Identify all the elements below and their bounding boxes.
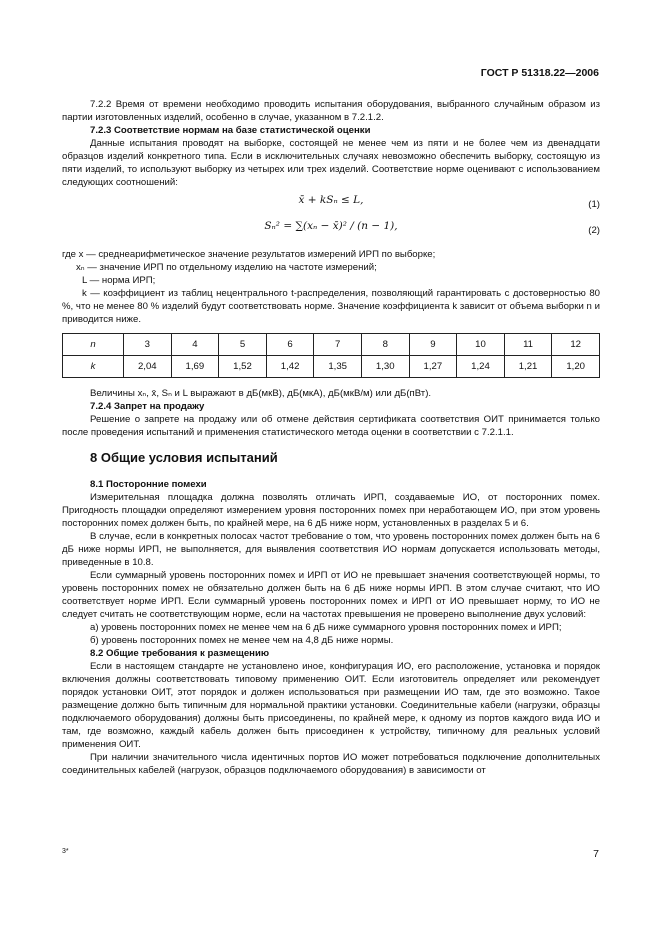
paragraph-8-1-c: Если суммарный уровень посторонних помех и ИРП от ИО не превышает значения соответствующей нормы, то уровень посторонних помех не обязательно должен быть на 6 дБ ниже нормы ИРП. В этом случае считают, что ИО соответствует норме ИРП. Если суммарный уровень посторонних помех и ИРП от ИО превышает норму, то ИО не следует считать не соответствующим норме, если на частотах превышения не проверено выполнение двух условий: bbox=[62, 570, 600, 620]
table-cell-k: 1,52 bbox=[219, 356, 267, 378]
paragraph-8-1-b: В случае, если в конкретных полосах частот требование о том, что уровень посторонних помех должен быть на 6 дБ ниже нормы ИРП, не выполняется, для выявления соответствия ИО нормам допускается использовать методы, приведенные в 10.8. bbox=[62, 531, 600, 568]
definitions-list bbox=[62, 248, 600, 326]
footer-signature-mark: 3* bbox=[62, 848, 69, 855]
table-cell-k: 1,24 bbox=[457, 356, 505, 378]
standard-header: ГОСТ Р 51318.22—2006 bbox=[480, 67, 599, 79]
page-content bbox=[62, 98, 600, 777]
table-label-k: k bbox=[63, 356, 124, 378]
table-cell-k: 1,35 bbox=[314, 356, 362, 378]
paragraph-7-2-2: 7.2.2 Время от времени необходимо проводить испытания оборудования, выбранного случайным образом из партии изготовленных изделий, особенно в случае, указанном в 7.2.1.2. bbox=[62, 99, 600, 123]
formula-2-number: (2) bbox=[588, 225, 600, 236]
table-cell-n: 9 bbox=[409, 334, 457, 356]
table-cell-k: 1,30 bbox=[361, 356, 409, 378]
table-cell-n: 10 bbox=[457, 334, 505, 356]
heading-8-2: 8.2 Общие требования к размещению bbox=[90, 648, 270, 659]
table-row-k bbox=[63, 356, 600, 378]
table-cell-k: 1,42 bbox=[266, 356, 314, 378]
definition-k: k — коэффициент из таблиц нецентрального t-распределения, позволяющий гарантировать с достоверностью 80 %, что не менее 80 % изделий будут соответствовать норме. Значение коэффициента k зависит от объема выборки n и приводится ниже. bbox=[62, 288, 600, 325]
paragraph-units: Величины xₙ, x̄, Sₙ и L выражают в дБ(мкВ), дБ(мкА), дБ(мкВ/м) или дБ(пВт). bbox=[90, 388, 432, 399]
paragraph-8-2-a: Если в настоящем стандарте не установлено иное, конфигурация ИО, его расположение, установка и порядок включения должны соответствовать типовому применению ОИТ. Если изготовитель определяет или рекомендует порядок установки ОИТ, этот порядок и должен использоваться при размещении ИО там, где это возможно. Такое размещение должно быть типичным для нормальной практики установки. Соединительные кабели (нагрузки, образцы подключаемого оборудования) должны быть присоединены, по крайней мере, к одному из портов каждого вида ИО и там, где возможно, каждый кабель должен быть присоединен к устройству, типичному для реальных условий применения ОИТ. bbox=[62, 661, 600, 750]
heading-7-2-4: 7.2.4 Запрет на продажу bbox=[90, 401, 205, 412]
table-cell-n: 5 bbox=[219, 334, 267, 356]
formula-1-number: (1) bbox=[588, 199, 600, 210]
formula-1-expression: x̄ + kSₙ ≤ L, bbox=[298, 194, 364, 206]
formula-2-expression: Sₙ² = ∑(xₙ − x̄)² / (n − 1), bbox=[264, 220, 398, 232]
definition-xn: xₙ — значение ИРП по отдельному изделию на частоте измерений; bbox=[76, 262, 377, 273]
paragraph-8-1-a: Измерительная площадка должна позволять отличать ИРП, создаваемые ИО, от посторонних помех. Пригодность площадки определяют измерением уровня посторонних помех при неработающем ИО, при этом уровень посторонних помех должен быть, по крайней мере, на 6 дБ ниже норм, установленных в разделах 5 и 6. bbox=[62, 492, 600, 529]
paragraph-7-2-3: Данные испытания проводят на выборке, состоящей не менее чем из пяти и не более чем из двенадцати образцов изделий конкретного типа. Если в исключительных случаях невозможно обеспечить выборку, состоящую из пяти изделий, то используют выборку из четырех или трех изделий. Соответствие норме оценивают с использованием следующих соотношений: bbox=[62, 138, 600, 188]
table-cell-k: 1,21 bbox=[504, 356, 552, 378]
table-cell-k: 1,27 bbox=[409, 356, 457, 378]
k-coefficient-table bbox=[62, 333, 600, 378]
table-cell-n: 8 bbox=[361, 334, 409, 356]
heading-7-2-3: 7.2.3 Соответствие нормам на базе статистической оценки bbox=[90, 125, 371, 136]
paragraph-8-1-item-b: б) уровень посторонних помех не менее чем на 4,8 дБ ниже нормы. bbox=[90, 635, 394, 646]
paragraph-8-1-item-a: а) уровень посторонних помех не менее чем на 6 дБ ниже суммарного уровня посторонних помех и ИРП; bbox=[90, 622, 562, 633]
formula-2 bbox=[62, 220, 600, 242]
table-cell-k: 1,20 bbox=[552, 356, 600, 378]
table-cell-n: 11 bbox=[504, 334, 552, 356]
table-cell-k: 1,69 bbox=[171, 356, 219, 378]
table-cell-n: 6 bbox=[266, 334, 314, 356]
heading-8-1: 8.1 Посторонние помехи bbox=[90, 479, 207, 490]
formula-1 bbox=[62, 194, 600, 216]
table-cell-n: 4 bbox=[171, 334, 219, 356]
definition-x: где x — среднеарифметическое значение результатов измерений ИРП по выборке; bbox=[62, 249, 436, 260]
page-number: 7 bbox=[593, 848, 599, 860]
definition-L: L — норма ИРП; bbox=[82, 275, 156, 286]
table-cell-n: 7 bbox=[314, 334, 362, 356]
table-cell-k: 2,04 bbox=[124, 356, 172, 378]
paragraph-8-2-b: При наличии значительного числа идентичных портов ИО может потребоваться подключение дополнительных соединительных кабелей (нагрузок, образцов подключаемого оборудования) в зависимости от bbox=[62, 752, 600, 776]
paragraph-7-2-4: Решение о запрете на продажу или об отмене действия сертификата соответствия ОИТ принимается только после проведения испытаний и применения статистического метода оценки в соответствии с 7.2.1.1. bbox=[62, 414, 600, 438]
heading-section-8: 8 Общие условия испытаний bbox=[90, 450, 278, 465]
table-cell-n: 3 bbox=[124, 334, 172, 356]
table-label-n: n bbox=[63, 334, 124, 356]
table-row-n bbox=[63, 334, 600, 356]
table-cell-n: 12 bbox=[552, 334, 600, 356]
